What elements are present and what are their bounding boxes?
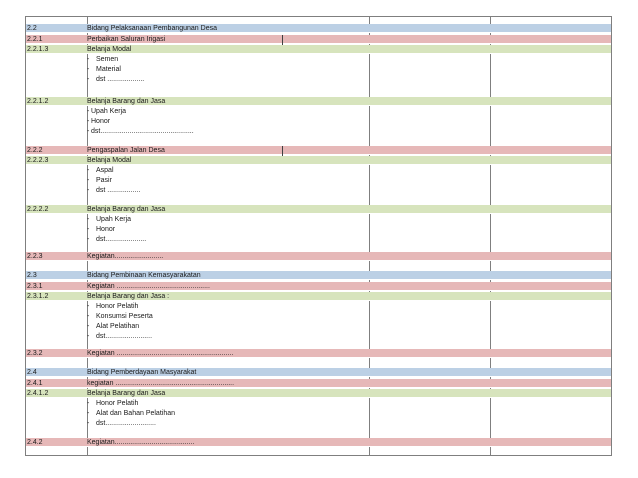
list-item [87, 55, 118, 64]
table-row [26, 45, 611, 54]
list-item [87, 166, 114, 175]
bullet-dash: - [87, 303, 90, 310]
list-item-label: Honor [96, 226, 116, 233]
list-item [87, 225, 115, 234]
list-item-label: Honor [91, 118, 111, 125]
table-row [26, 156, 611, 165]
row-code: 2.3 [27, 272, 37, 279]
bullet-dash: - [87, 56, 90, 63]
table-row [26, 24, 611, 33]
list-item-label: Material [96, 66, 121, 73]
row-description: Bidang Pelaksanaan Pembangunan Desa [87, 25, 217, 32]
list-item [87, 399, 138, 408]
table-row [26, 35, 611, 44]
row-description: Kegiatan ................................................ [87, 283, 210, 290]
list-item [87, 186, 140, 195]
list-item [87, 312, 153, 321]
row-code: 2.3.1 [27, 283, 43, 290]
row-code: 2.2.1.2 [27, 98, 49, 105]
row-description: Kegiatan......................... [87, 253, 164, 260]
list-item-label: Pasir [96, 177, 112, 184]
row-description: Belanja Modal [87, 46, 132, 53]
bullet-dash: - [87, 128, 90, 135]
bullet-dash: - [87, 333, 90, 340]
list-item [87, 127, 194, 136]
row-description: Bidang Pemberdayaan Masyarakat [87, 369, 197, 376]
list-item-label: Alat Pelatihan [96, 323, 140, 330]
bullet-dash: - [87, 216, 90, 223]
list-item-label: Semen [96, 56, 119, 63]
list-item-label: dst..................... [96, 236, 147, 243]
list-item [87, 117, 110, 126]
row-code: 2.4.1 [27, 380, 43, 387]
bullet-dash: - [87, 187, 90, 194]
table-row [26, 97, 611, 106]
list-item-label: Honor Pelatih [96, 303, 139, 310]
bullet-dash: - [87, 236, 90, 243]
list-item [87, 235, 146, 244]
table-row [26, 438, 611, 447]
row-code: 2.2.3 [27, 253, 43, 260]
row-description: Belanja Barang dan Jasa [87, 98, 166, 105]
bullet-dash: - [87, 177, 90, 184]
row-code: 2.2.1 [27, 36, 43, 43]
bullet-dash: - [87, 108, 90, 115]
budget-sheet [25, 16, 612, 456]
list-item [87, 65, 121, 74]
row-description: Kegiatan......................................... [87, 439, 195, 446]
bullet-dash: - [87, 313, 90, 320]
row-code: 2.2.2.3 [27, 157, 49, 164]
bullet-dash: - [87, 76, 90, 83]
list-item-label: dst................................................ [91, 128, 194, 135]
list-item-label: Alat dan Bahan Pelatihan [96, 410, 176, 417]
list-item-label: dst.......................... [96, 420, 156, 427]
row-code: 2.3.2 [27, 350, 43, 357]
list-item [87, 75, 144, 84]
list-item-label: Konsumsi Peserta [96, 313, 153, 320]
bullet-dash: - [87, 410, 90, 417]
bullet-dash: - [87, 66, 90, 73]
list-item [87, 107, 126, 116]
list-item-label: Aspal [96, 167, 114, 174]
table-row [26, 379, 611, 388]
table-row [26, 368, 611, 377]
list-item [87, 302, 138, 311]
table-row [26, 292, 611, 301]
row-code: 2.4 [27, 369, 37, 376]
list-item [87, 409, 175, 418]
row-code: 2.4.2 [27, 439, 43, 446]
row-description: Belanja Barang dan Jasa : [87, 293, 170, 300]
row-code: 2.2.2 [27, 147, 43, 154]
table-row [26, 146, 611, 155]
table-row [26, 252, 611, 261]
row-code: 2.3.1.2 [27, 293, 49, 300]
list-item [87, 176, 112, 185]
row-code: 2.2.1.3 [27, 46, 49, 53]
row-description: kegiatan ............................................................. [87, 380, 235, 387]
row-description: Belanja Barang dan Jasa [87, 390, 166, 397]
table-row [26, 205, 611, 214]
table-row [26, 349, 611, 358]
list-item-label: dst........................ [96, 333, 153, 340]
row-description: Pengaspalan Jalan Desa [87, 147, 165, 154]
list-item-label: dst ................. [96, 187, 141, 194]
row-description: Kegiatan ............................................................ [87, 350, 234, 357]
table-row [26, 282, 611, 291]
list-item-label: Honor Pelatih [96, 400, 139, 407]
list-item-label: dst ................... [96, 76, 145, 83]
list-item [87, 322, 139, 331]
row-code: 2.2 [27, 25, 37, 32]
row-description: Bidang Pembinaan Kemasyarakatan [87, 272, 201, 279]
list-item-label: Upah Kerja [91, 108, 127, 115]
row-code: 2.2.2.2 [27, 206, 49, 213]
bullet-dash: - [87, 226, 90, 233]
bullet-dash: - [87, 420, 90, 427]
table-row [26, 389, 611, 398]
table-row [26, 271, 611, 280]
bullet-dash: - [87, 118, 90, 125]
list-item-label: Upah Kerja [96, 216, 132, 223]
list-item [87, 419, 156, 428]
row-description: Perbaikan Saluran Irigasi [87, 36, 166, 43]
bullet-dash: - [87, 400, 90, 407]
row-description: Belanja Barang dan Jasa [87, 206, 166, 213]
list-item [87, 332, 152, 341]
row-code: 2.4.1.2 [27, 390, 49, 397]
row-description: Belanja Modal [87, 157, 132, 164]
list-item [87, 215, 131, 224]
bullet-dash: - [87, 167, 90, 174]
bullet-dash: - [87, 323, 90, 330]
